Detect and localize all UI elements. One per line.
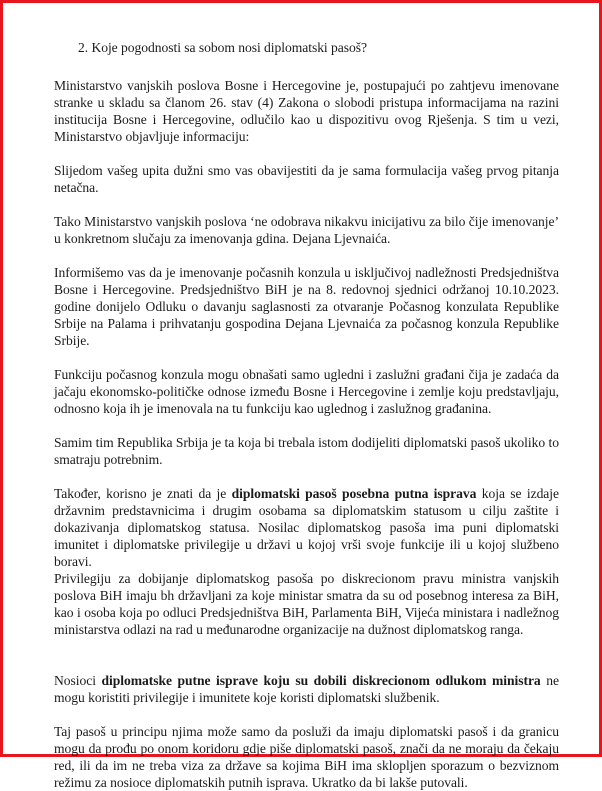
text-segment: Također, korisno je znati da je — [54, 486, 232, 501]
paragraph-honorary-consul-role: Funkciju počasnog konzula mogu obnašati samo ugledni i zaslužni građani čija je zadaća da jačaju ekonomsko-političke odnose između Bosne i Hercegovine i zemlje koju predstavljaju, odnosno koja ih je imenovala na tu funkciju kao uglednog i zaslužnog građanina. — [54, 367, 559, 416]
paragraph-question-incorrect: Slijedom vašeg upita dužni smo vas obavijestiti da je sama formulacija vašeg prvog pitanja netačna. — [54, 163, 559, 195]
paragraph-ministry-decision: Ministarstvo vanjskih poslova Bosne i Hercegovine je, postupajući po zahtjevu imenovane stranke u skladu sa članom 26. stav (4) Zakona o slobodi pristupa informacijama na razini institucija Bosne i Hercegovine, odlučilo kao u dispozitivu ovog Rješenja. S tim u vezi, Ministarstvo objavljuje informaciju: — [54, 78, 559, 144]
question-heading: 2. Koje pogodnosti sa sobom nosi diplomatski pasoš? — [78, 40, 367, 55]
paragraph-holders-limitations — [54, 672, 559, 706]
paragraph-diplomatic-passport-definition — [54, 485, 559, 570]
bold-term-discretionary-document: diplomatske putne isprave koju su dobili diskrecionom odlukom ministra — [101, 673, 541, 688]
paragraph-discretionary-privilege: Privilegiju za dobijanje diplomatskog pasoša po diskrecionom pravu ministra vanjskih poslova BiH imaju bh državljani za koje ministar smatra da su od posebnog interesa za BiH, kao i osoba koja po odluci Predsjedništva BiH, Parlamenta BiH, Vijeća ministara i nadležnog ministarstva odlazi na rad u međunarodne organizacije na dužnost diplomatskog ranga. — [54, 571, 559, 637]
paragraph-no-initiative: Tako Ministarstvo vanjskih poslova ‘ne odobrava nikakvu inicijativu za bilo čije imenovanje’ u konkretnom slučaju za imenovanja gdina. Dejana Ljevnaića. — [54, 214, 559, 246]
paragraph-serbia-passport: Samim tim Republika Srbija je ta koja bi trebala istom dodijeliti diplomatski pasoš ukoliko to smatraju potrebnim. — [54, 435, 559, 467]
paragraph-passport-benefits: Taj pasoš u principu njima može samo da posluži da imaju diplomatski pasoš i da granicu mogu da prođu po onom koridoru gdje piše diplomatski pasoš, znači da ne moraju da čekaju red, ili da im ne treba viza za države sa kojima BiH ima sklopljen sporazum o bezviznom režimu za nosioce diplomatskih putnih isprava. Ukratko da bi lakše putovali. — [54, 724, 559, 790]
text-segment: Nosioci — [54, 673, 102, 688]
text-segment: ne mogu koristiti privilegije i imunitete koje koristi diplomatski službenik. — [54, 673, 559, 705]
text-segment: koja se izdaje državnim predstavnicima i drugim osobama sa diplomatskim statusom u cilju zaštite i dokazivanja diplomatskog statusa. Nosilac diplomatskog pasoša ima puni diplomatski imunitet i diplomatske privilegije u državi u kojoj vrši svoje funkcije ili u kojoj službeno boravi. — [54, 486, 560, 569]
document-body — [54, 39, 559, 791]
bold-term-diplomatic-passport: diplomatski pasoš posebna putna isprava — [231, 486, 477, 501]
paragraph-presidency-decision: Informišemo vas da je imenovanje počasnih konzula u isključivoj nadležnosti Predsjedništva Bosne i Hercegovine. Predsjedništvo BiH je na 8. redovnoj sjednici održanoj 10.10.2023. godine donijelo Odluku o davanju saglasnosti za otvaranje Počasnog konzulata Republike Srbije na Palama i prihvatanju gospodina Dejana Ljevnaića za počasnog konzula Republike Srbije. — [54, 265, 559, 348]
